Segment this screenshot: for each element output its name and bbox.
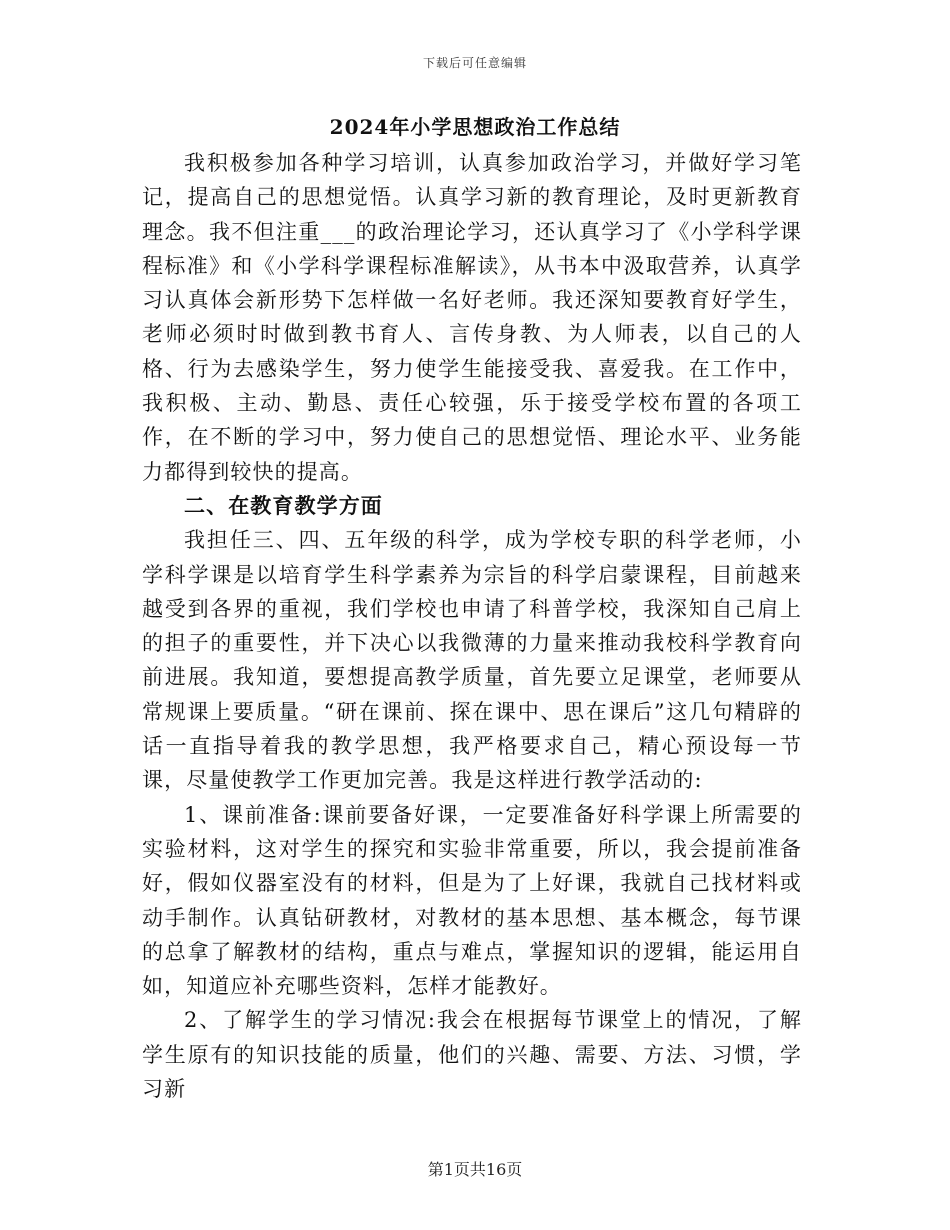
page-title: 2024年小学思想政治工作总结 [329,115,621,139]
header-note: 下载后可任意编辑 [422,56,527,70]
paragraph-students: 2、了解学生的学习情况:我会在根据每节课堂上的情况，了解学生原有的知识技能的质量，他们的兴趣、需要、方法、习惯，学习新 [142,1008,802,1102]
page-number: 第1页共16页 [427,1160,523,1179]
paragraph-teaching: 我担任三、四、五年级的科学，成为学校专职的科学老师，小学科学课是以培育学生科学素养为宗旨的科学启蒙课程，目前越来越受到各界的重视，我们学校也申请了科普学校，我深知自己肩上的担子的重要性，并下决心以我微薄的力量来推动我校科学教育向前进展。我知道，要想提高教学质量，首先要立足课堂，老师要从常规课上要质量。“研在课前、探在课中、思在课后”这几句精辟的话一直指导着我的教学思想，我严格要求自己，精心预设每一节课，尽量使教学工作更加完善。我是这样进行教学活动的: [142,528,802,793]
paragraph-preparation: 1、课前准备:课前要备好课，一定要准备好科学课上所需要的实验材料，这对学生的探究和实验非常重要，所以，我会提前准备好，假如仪器室没有的材料，但是为了上好课，我就自己找材料或动手制作。认真钻研教材，对教材的基本思想、基本概念，每节课的总拿了解教材的结构，重点与难点，掌握知识的逻辑，能运用自如，知道应补充哪些资料，怎样才能教好。 [142,802,802,999]
section-heading-teaching: 二、在教育教学方面 [184,492,383,518]
paragraph-study: 我积极参加各种学习培训，认真参加政治学习，并做好学习笔记，提高自己的思想觉悟。认真学习新的教育理论，及时更新教育理念。我不但注重___的政治理论学习，还认真学习了《小学科学课程标准》和《小学科学课程标准解读》，从书本中汲取营养，认真学习认真体会新形势下怎样做一名好老师。我还深知要教育好学生，老师必须时时做到教书育人、言传身教、为人师表，以自己的人格、行为去感染学生，努力使学生能接受我、喜爱我。在工作中，我积极、主动、勤恳、责任心较强，乐于接受学校布置的各项工作，在不断的学习中，努力使自己的思想觉悟、理论水平、业务能力都得到较快的提高。 [142,151,802,484]
document-body [142,146,802,1106]
